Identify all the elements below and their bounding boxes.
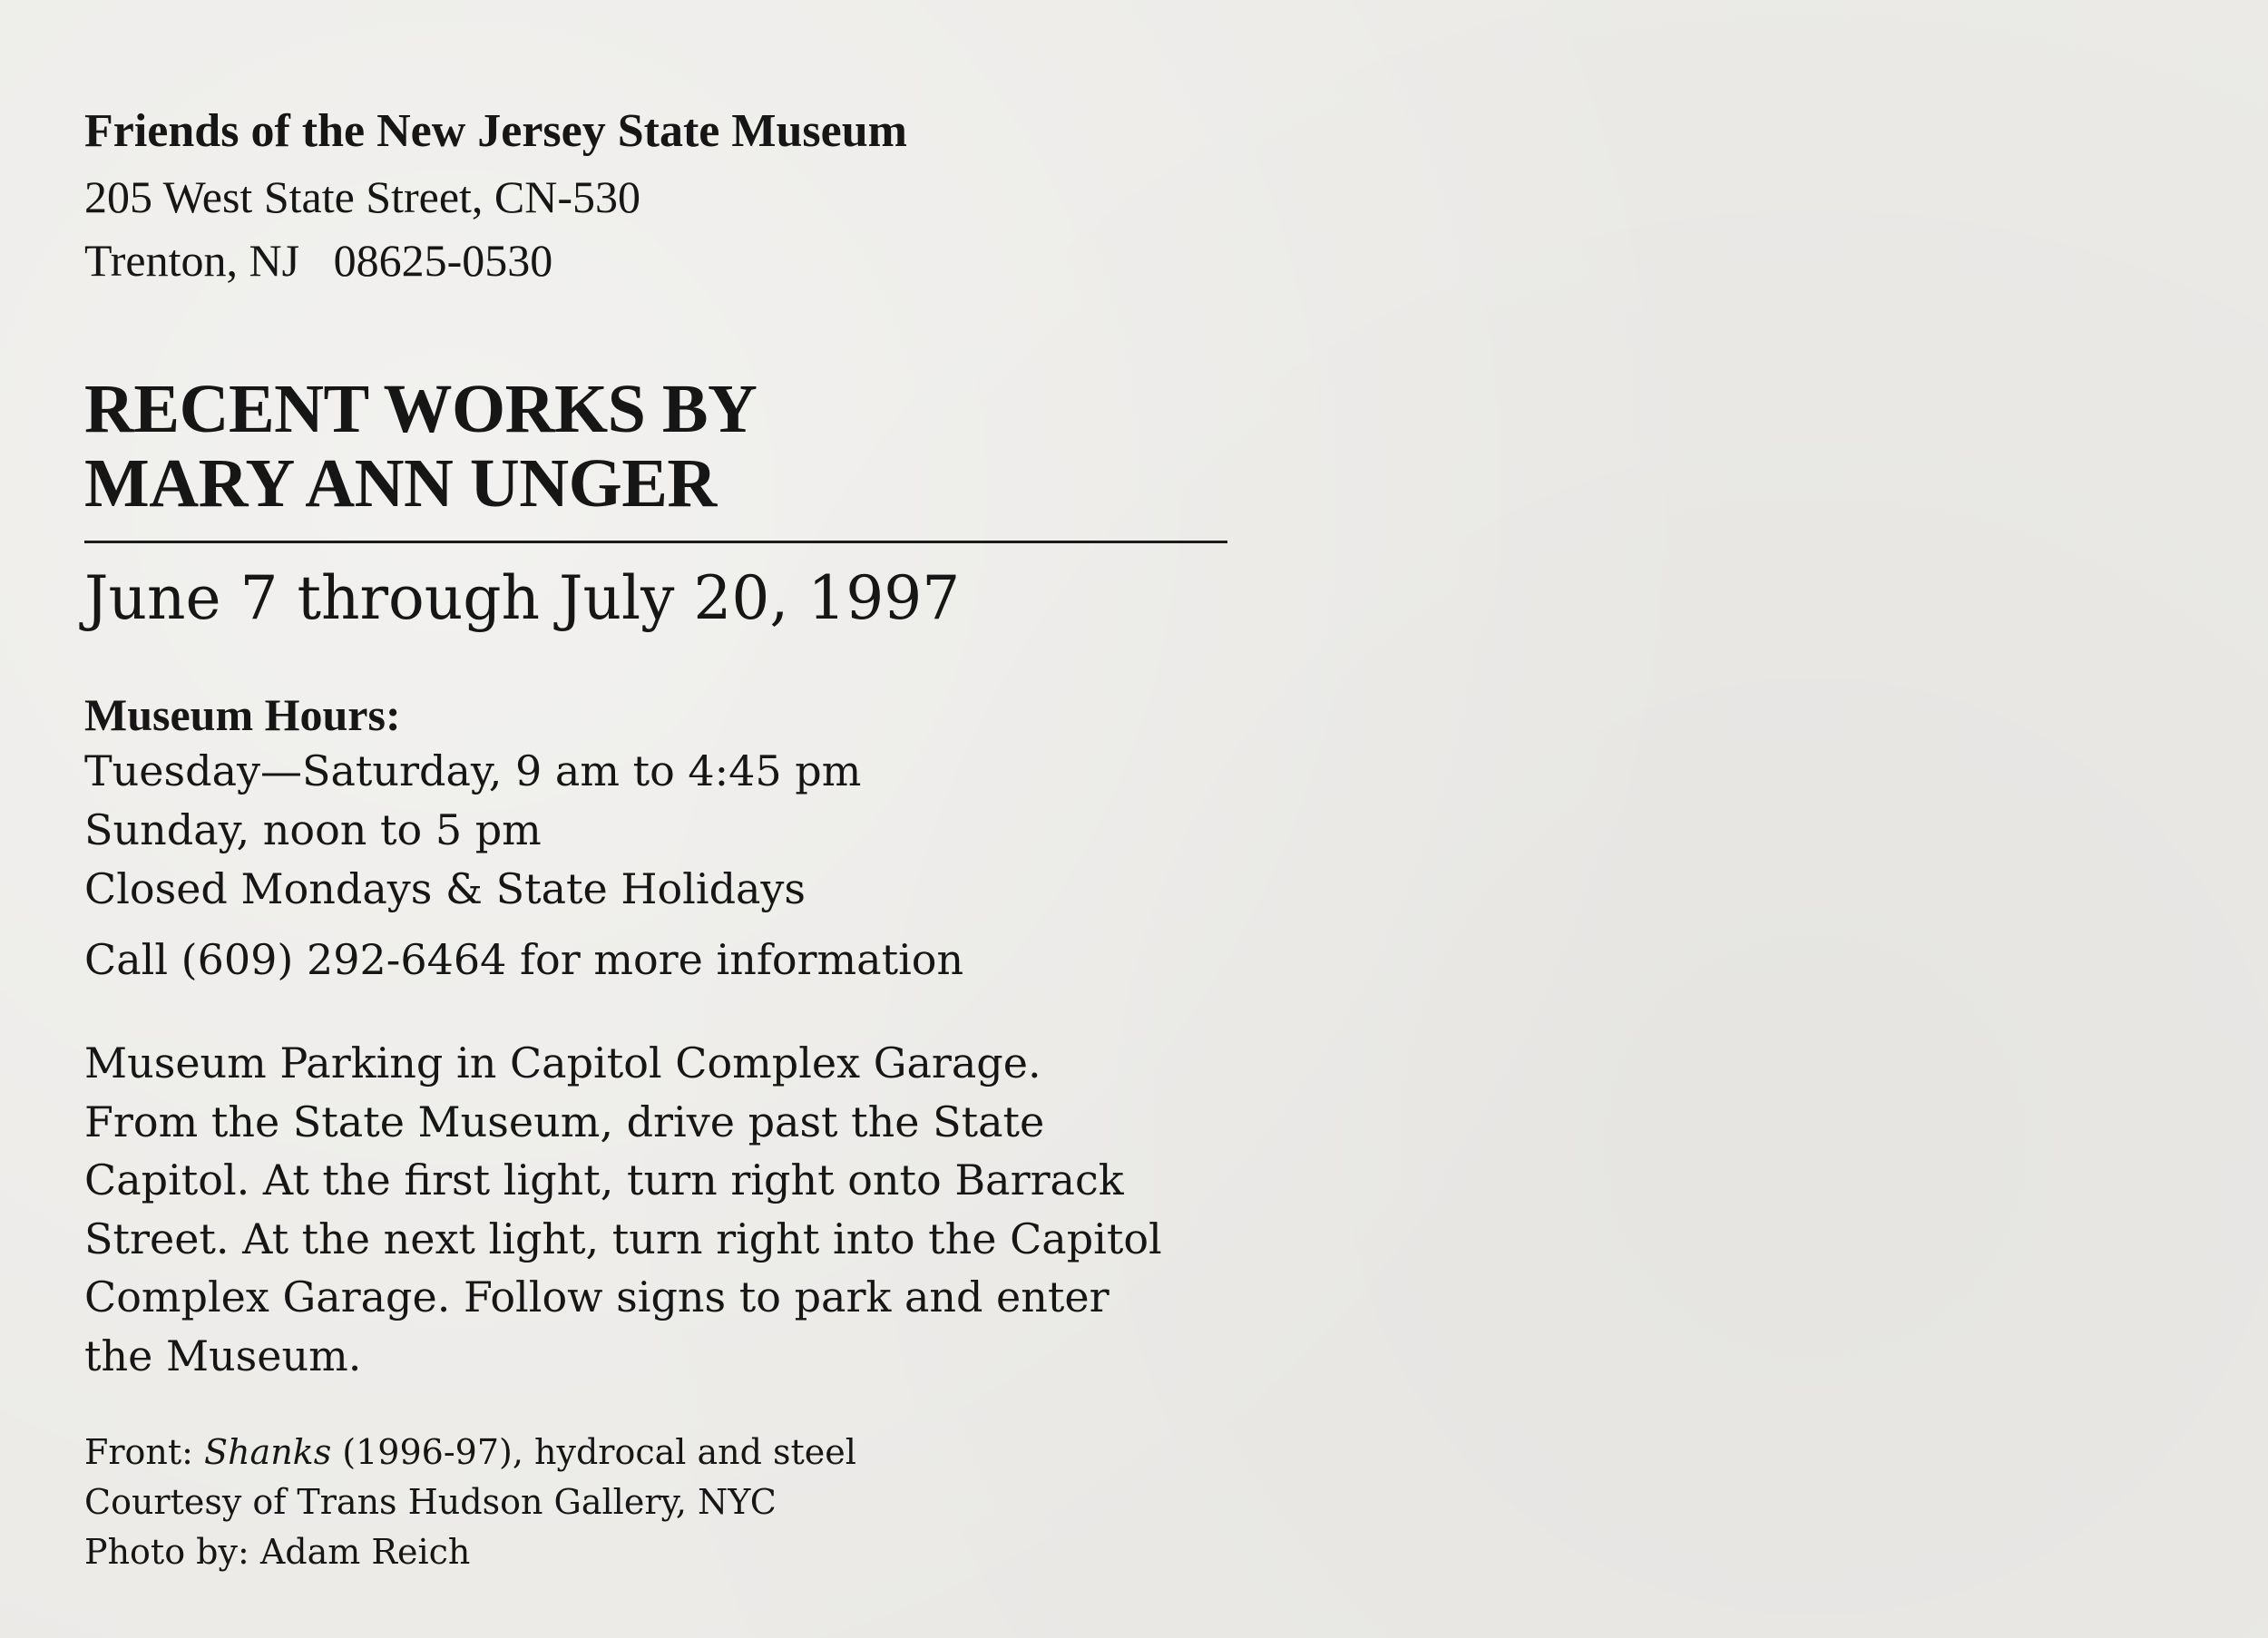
parking-line: Street. At the next light, turn right into the Capitol: [84, 1214, 1162, 1263]
parking-line: Museum Parking in Capitol Complex Garage.: [84, 1038, 1041, 1087]
front-label: Front:: [84, 1432, 205, 1472]
address-street: 205 West State Street, CN-530: [84, 171, 641, 222]
front-credit: [84, 1428, 856, 1477]
exhibition-dates: June 7 through July 20, 1997: [84, 563, 961, 633]
photo-credit: Photo by: Adam Reich: [84, 1532, 471, 1572]
organization-name: Friends of the New Jersey State Museum: [84, 105, 907, 157]
exhibition-title: [84, 372, 757, 521]
image-credits: [84, 1428, 856, 1577]
parking-line: Complex Garage. Follow signs to park and enter: [84, 1272, 1110, 1321]
artwork-details: (1996-97), hydrocal and steel: [331, 1432, 856, 1472]
parking-line: From the State Museum, drive past the State: [84, 1097, 1045, 1146]
return-address: [84, 165, 640, 292]
hours-line: Tuesday—Saturday, 9 am to 4:45 pm: [84, 746, 862, 795]
courtesy-credit: Courtesy of Trans Hudson Gallery, NYC: [84, 1482, 777, 1522]
address-city: Trenton, NJ 08625-0530: [84, 235, 553, 286]
parking-line: Capitol. At the first light, turn right onto Barrack: [84, 1155, 1124, 1204]
phone-info: Call (609) 292-6464 for more information: [84, 935, 964, 984]
hours-line: Sunday, noon to 5 pm: [84, 805, 542, 854]
parking-directions: [84, 1034, 1162, 1385]
parking-line: the Museum.: [84, 1331, 362, 1380]
hours-list: [84, 742, 861, 919]
hours-line: Closed Mondays & State Holidays: [84, 864, 807, 913]
divider-rule: [84, 541, 1227, 543]
hours-heading: Museum Hours:: [84, 689, 401, 740]
artwork-title: Shanks: [204, 1432, 332, 1472]
title-line-2: MARY ANN UNGER: [84, 445, 717, 522]
title-line-1: RECENT WORKS BY: [84, 371, 758, 447]
